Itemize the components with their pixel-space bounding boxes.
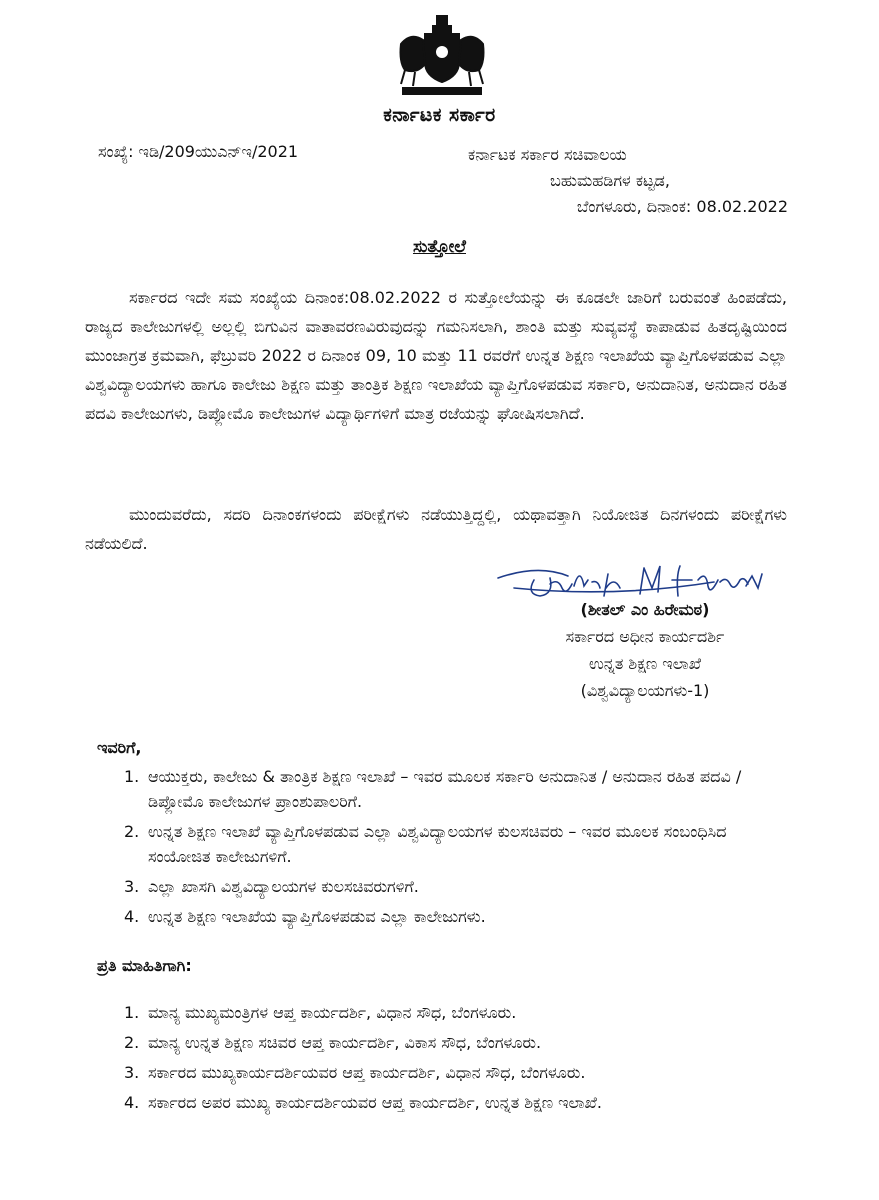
signatory-section: (ವಿಶ್ವವಿದ್ಯಾಲಯಗಳು-1) <box>580 681 710 700</box>
government-title: ಕರ್ನಾಟಕ ಸರ್ಕಾರ <box>383 104 496 126</box>
list-item-number: 4. <box>124 907 140 926</box>
recipients-heading: ಇವರಿಗೆ, <box>97 738 142 757</box>
signatory-name: (ಶೀತಲ್ ಎಂ ಹಿರೇಮಠ) <box>580 600 710 619</box>
list-item <box>110 1030 790 1055</box>
state-emblem-icon <box>393 14 491 100</box>
list-item <box>110 1000 790 1025</box>
signatory-designation: ಸರ್ಕಾರದ ಅಧೀನ ಕಾರ್ಯದರ್ಶಿ <box>565 627 725 646</box>
copy-to-heading: ಪ್ರತಿ ಮಾಹಿತಿಗಾಗಿ: <box>97 956 192 975</box>
list-item-number: 1. <box>124 1003 140 1022</box>
recipients-list <box>110 764 790 934</box>
list-item-text: ಉನ್ನತ ಶಿಕ್ಷಣ ಇಲಾಖೆಯ ವ್ಯಾಪ್ತಿಗೊಳಪಡುವ ಎಲ್ಲಾ ಕಾಲೇಜುಗಳು. <box>148 907 486 926</box>
list-item-number: 1. <box>124 767 140 786</box>
list-item-number: 4. <box>124 1093 140 1112</box>
office-line-building: ಬಹುಮಹಡಿಗಳ ಕಟ್ಟಡ, <box>550 171 670 190</box>
list-item <box>110 1060 790 1085</box>
list-item-number: 3. <box>124 877 140 896</box>
list-item <box>110 874 790 899</box>
signatory-department: ಉನ್ನತ ಶಿಕ್ಷಣ ಇಲಾಖೆ <box>588 654 701 673</box>
list-item-number: 2. <box>124 822 140 841</box>
list-item-number: 2. <box>124 1033 140 1052</box>
list-item-text: ಆಯುಕ್ತರು, ಕಾಲೇಜು & ತಾಂತ್ರಿಕ ಶಿಕ್ಷಣ ಇಲಾಖೆ – ಇವರ ಮೂಲಕ ಸರ್ಕಾರಿ ಅನುದಾನಿತ / ಅನುದಾನ ರಹಿತ ಪದವಿ / ಡಿಪ್ಲೋಮೊ ಕಾಲೇಜುಗಳ ಪ್ರಾಂಶುಪಾಲರಿಗೆ. <box>148 767 742 811</box>
list-item-text: ಉನ್ನತ ಶಿಕ್ಷಣ ಇಲಾಖೆ ವ್ಯಾಪ್ತಿಗೊಳಪಡುವ ಎಲ್ಲಾ ವಿಶ್ವವಿದ್ಯಾಲಯಗಳ ಕುಲಸಚಿವರು – ಇವರ ಮೂಲಕ ಸಂಬಂಧಿಸಿದ ಸಂಯೋಜಿತ ಕಾಲೇಜುಗಳಿಗೆ. <box>148 822 727 866</box>
list-item-text: ಸರ್ಕಾರದ ಅಪರ ಮುಖ್ಯ ಕಾರ್ಯದರ್ಶಿಯವರ ಆಪ್ತ ಕಾರ್ಯದರ್ಶಿ, ಉನ್ನತ ಶಿಕ್ಷಣ ಇಲಾಖೆ. <box>148 1093 602 1112</box>
list-item-text: ಮಾನ್ಯ ಮುಖ್ಯಮಂತ್ರಿಗಳ ಆಪ್ತ ಕಾರ್ಯದರ್ಶಿ, ವಿಧಾನ ಸೌಧ, ಬೆಂಗಳೂರು. <box>148 1003 517 1022</box>
copy-to-list <box>110 1000 790 1120</box>
list-item <box>110 1090 790 1115</box>
list-item <box>110 819 790 869</box>
body-paragraph-1: ಸರ್ಕಾರದ ಇದೇ ಸಮ ಸಂಖ್ಯೆಯ ದಿನಾಂಕ:08.02.2022 ರ ಸುತ್ತೋಲೆಯನ್ನು ಈ ಕೂಡಲೇ ಜಾರಿಗೆ ಬರುವಂತೆ ಹಿಂಪಡೆದು, ರಾಜ್ಯದ ಕಾಲೇಜುಗಳಲ್ಲಿ ಅಲ್ಲಲ್ಲಿ ಬಿಗುವಿನ ವಾತಾವರಣವಿರುವುದನ್ನು ಗಮನಿಸಲಾಗಿ, ಶಾಂತಿ ಮತ್ತು ಸುವ್ಯವಸ್ಥೆ ಕಾಪಾಡುವ ಹಿತದೃಷ್ಟಿಯಿಂದ ಮುಂಜಾಗ್ರತ ಕ್ರಮವಾಗಿ, ಫೆಬ್ರುವರಿ 2022 ರ ದಿನಾಂಕ 09, 10 ಮತ್ತು 11 ರವರೆಗೆ ಉನ್ನತ ಶಿಕ್ಷಣ ಇಲಾಖೆಯ ವ್ಯಾಪ್ತಿಗೊಳಪಡುವ ಎಲ್ಲಾ ವಿಶ್ವವಿದ್ಯಾಲಯಗಳು ಹಾಗೂ ಕಾಲೇಜು ಶಿಕ್ಷಣ ಮತ್ತು ತಾಂತ್ರಿಕ ಶಿಕ್ಷಣ ಇಲಾಖೆಯ ವ್ಯಾಪ್ತಿಗೊಳಪಡುವ ಸರ್ಕಾರಿ, ಅನುದಾನಿತ, ಅನುದಾನ ರಹಿತ ಪದವಿ ಕಾಲೇಜುಗಳು, ಡಿಪ್ಲೋಮೊ ಕಾಲೇಜುಗಳ ವಿದ್ಯಾರ್ಥಿಗಳಿಗೆ ಮಾತ್ರ ರಜೆಯನ್ನು ಘೋಷಿಸಲಾಗಿದೆ. <box>85 288 787 423</box>
office-line-date: ಬೆಂಗಳೂರು, ದಿನಾಂಕ: 08.02.2022 <box>576 197 788 216</box>
document-subject: ಸುತ್ತೋಲೆ <box>412 237 466 257</box>
list-item <box>110 764 790 814</box>
list-item-number: 3. <box>124 1063 140 1082</box>
body-paragraph-2: ಮುಂದುವರೆದು, ಸದರಿ ದಿನಾಂಕಗಳಂದು ಪರೀಕ್ಷೆಗಳು ನಡೆಯುತ್ತಿದ್ದಲ್ಲಿ, ಯಥಾವತ್ತಾಗಿ ನಿಯೋಜಿತ ದಿನಗಳಂದು ಪರೀಕ್ಷೆಗಳು ನಡೆಯಲಿದೆ. <box>85 505 787 553</box>
office-address <box>448 142 788 220</box>
reference-number: ಸಂಖ್ಯೆ: ಇಡಿ/209ಯುಎನ್‌ಇ/2021 <box>98 142 299 161</box>
list-item-text: ಎಲ್ಲಾ ಖಾಸಗಿ ವಿಶ್ವವಿದ್ಯಾಲಯಗಳ ಕುಲಸಚಿವರುಗಳಿಗೆ. <box>148 877 419 896</box>
office-line-secretariat: ಕರ್ನಾಟಕ ಸರ್ಕಾರ ಸಚಿವಾಲಯ <box>468 145 627 164</box>
signatory-block <box>495 596 795 704</box>
list-item-text: ಮಾನ್ಯ ಉನ್ನತ ಶಿಕ್ಷಣ ಸಚಿವರ ಆಪ್ತ ಕಾರ್ಯದರ್ಶಿ, ವಿಕಾಸ ಸೌಧ, ಬೆಂಗಳೂರು. <box>148 1033 542 1052</box>
list-item-text: ಸರ್ಕಾರದ ಮುಖ್ಯಕಾರ್ಯದರ್ಶಿಯವರ ಆಪ್ತ ಕಾರ್ಯದರ್ಶಿ, ವಿಧಾನ ಸೌಧ, ಬೆಂಗಳೂರು. <box>148 1063 586 1082</box>
list-item <box>110 904 790 929</box>
